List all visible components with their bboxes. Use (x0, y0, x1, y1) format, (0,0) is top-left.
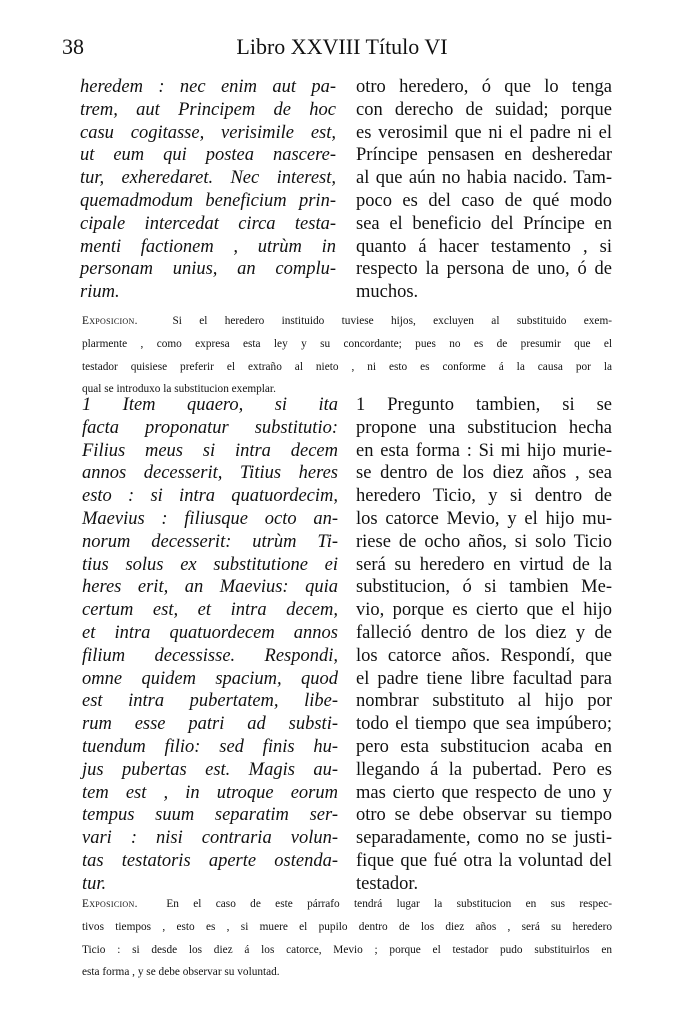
text-line: los catorce Mevio, y el hijo mu- (356, 508, 612, 529)
text-line: 1 Pregunto tambien, si se (356, 395, 612, 415)
page-header (62, 34, 622, 64)
text-line: tur, exheredaret. Nec interest, (80, 168, 336, 189)
text-line: el padre tiene libre facultad para (356, 668, 612, 689)
spanish-text-1 (356, 76, 612, 304)
text-line: esto : si intra quatuordecim, (82, 486, 338, 507)
text-line: plarmente , como expresa esta ley y su concordante; pues no es de presumir que el (82, 337, 612, 350)
text-line: fique que fué otra la voluntad del (356, 850, 612, 871)
text-line: est intra pubertatem, libe- (82, 691, 338, 712)
text-line: tius solus ex substitutione ei (82, 554, 338, 575)
text-line: ut eum qui postea nascere- (80, 145, 336, 166)
text-line: tivos tiempos , esto es , si muere el pupilo dentro de los diez años , será su heredero (82, 920, 612, 933)
text-line: Si el heredero instituido tuviese hijos, excluyen al substituido exem- (172, 315, 612, 327)
text-line: Príncipe pensasen en desheredar (356, 145, 612, 166)
exposicion-label: Exposicion. (82, 315, 138, 327)
text-line: vari : nisi contraria volun- (82, 828, 338, 849)
text-line: se dentro de los diez años , sea (356, 463, 612, 484)
text-line: muchos. (356, 282, 419, 303)
text-line: rum esse patri ad substi- (82, 714, 338, 735)
text-line: quemadmodum beneficium prin- (80, 190, 336, 211)
text-line: annos decesserit, Titius heres (82, 463, 338, 484)
text-line: rium. (80, 282, 120, 303)
text-line: testador quisiese preferir el extraño al nieto , ni esto es conforme á la causa por la (82, 360, 612, 373)
text-line: qual se introduxo la substitucion exemplar. (82, 383, 276, 396)
text-line: respecto la persona de uno, ó de (356, 259, 612, 280)
text-line: omne quidem spacium, quod (82, 668, 338, 689)
text-line: quanto á hacer testamento , si (356, 236, 612, 257)
text-line: norum decesserit: utrùm Ti- (82, 531, 338, 552)
latin-text-2 (82, 394, 338, 896)
text-line: personam unius, an complu- (80, 259, 336, 280)
text-line: Maevius : filiusque octo an- (82, 508, 338, 529)
text-line: menti factionem , utrùm in (80, 236, 336, 257)
text-line: jus pubertas est. Magis au- (82, 759, 338, 780)
exposicion-note-2 (82, 896, 612, 987)
text-line: nombrar substituto al hijo por (356, 691, 612, 712)
text-line: substitucion, ó si tambien Me- (356, 577, 612, 598)
text-line: esta forma , y se debe observar su voluntad. (82, 966, 280, 979)
text-line: sea el beneficio del Príncipe en (356, 213, 612, 234)
text-line: tuendum filio: sed finis hu- (82, 736, 338, 757)
text-line: vio, porque es cierto que el hijo (356, 600, 612, 621)
text-line: con derecho de suidad; porque (356, 99, 612, 120)
latin-text-1 (80, 76, 336, 304)
text-line: pero esta substitucion acaba en (356, 736, 612, 757)
text-line: llegando á la pubertad. Pero es (356, 759, 612, 780)
text-line: poco es del caso de qué modo (356, 190, 612, 211)
page-number: 38 (62, 34, 84, 59)
text-line: propone una substitucion hecha (356, 417, 612, 438)
exposicion-label: Exposicion. (82, 898, 138, 910)
text-line: otro heredero, ó que lo tenga (356, 77, 612, 97)
text-line: tur. (82, 873, 107, 894)
text-line: mas cierto que respecto de uno y (356, 782, 612, 803)
text-line: Filius meus si intra decem (82, 440, 338, 461)
text-line: tem est , in utroque eorum (82, 782, 338, 803)
exposicion-note-1 (82, 313, 612, 404)
text-line: los catorce años. Respondí, que (356, 645, 612, 666)
text-line: falleció dentro de los diez y de (356, 622, 612, 643)
text-line: es verosimil que ni el padre ni el (356, 122, 612, 143)
text-line: certum est, et intra decem, (82, 600, 338, 621)
text-line: testador. (356, 873, 419, 894)
text-line: facta proponatur substitutio: (82, 417, 338, 438)
text-line: trem, aut Principem de hoc (80, 99, 336, 120)
text-line: 1 Item quaero, si ita (82, 395, 338, 415)
running-title: Libro XXVIII Título VI (236, 34, 448, 59)
text-line: casu cogitasse, verisimile est, (80, 122, 336, 143)
text-line: riese de ocho años, si solo Ticio (356, 531, 612, 552)
text-line: et intra quatuordecem annos (82, 622, 338, 643)
text-line: heredem : nec enim aut pa- (80, 77, 336, 97)
text-line: En el caso de este párrafo tendrá lugar la substitucion en sus respec- (166, 898, 612, 910)
text-line: en esta forma : Si mi hijo murie- (356, 440, 612, 461)
text-line: filium decessisse. Respondi, (82, 645, 338, 666)
text-line: tas testatoris aperte ostenda- (82, 850, 338, 871)
text-line: heres erit, an Maevius: quia (82, 577, 338, 598)
text-line: Ticio : si desde los diez á los catorce, Mevio ; porque el testador pudo substituirlos en (82, 943, 612, 956)
spanish-text-2 (356, 394, 612, 896)
text-line: heredero Ticio, y si dentro de (356, 486, 612, 507)
text-line: al que aún no habia nacido. Tam- (356, 168, 612, 189)
text-line: cipale intercedat circa testa- (80, 213, 336, 234)
text-line: tempus suum separatim ser- (82, 805, 338, 826)
text-line: separadamente, como no se justi- (356, 828, 612, 849)
text-line: todo el tiempo que sea impúbero; (356, 714, 612, 735)
text-line: será su heredero en virtud de la (356, 554, 612, 575)
text-line: otro se debe observar su tiempo (356, 805, 612, 826)
